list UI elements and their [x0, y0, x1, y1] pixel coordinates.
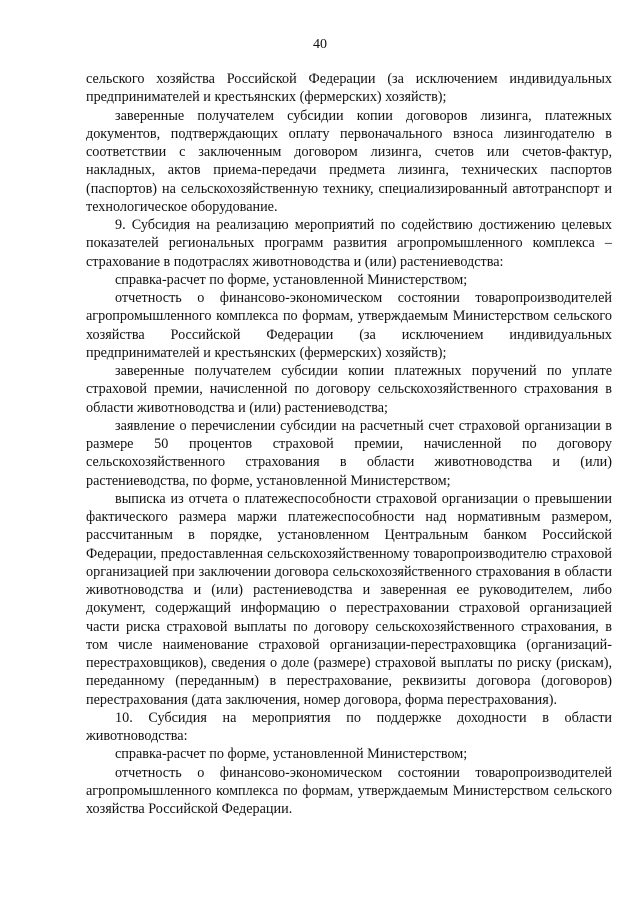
- page-number: 40: [313, 37, 327, 52]
- paragraph-solvency-extract: выписка из отчета о платежеспособности страховой организации о превышении фактического размера маржи платежеспособности над нормативным размером, рассчитанным в порядке, установленном Центральным банком Российской Федерации, предоставленная сельскохозяйственному товаропроизводителю страховой организацией при заключении договора сельскохозяйственного страхования в области животноводства и (или) растениеводства и заверенная ее руководителем, либо документ, содержащий информацию о перестраховании страховой организацией части риска страховой выплаты по договору сельскохозяйственного страхования, в том числе наименование страховой организации-перестраховщика (организаций-перестраховщиков), сведения о доле (размере) страховой выплаты по риску (рискам), переданному (переданным) в перестрахование, реквизиты договора (договоров) перестрахования (дата заключения, номер договора, форма перестрахования).: [86, 490, 612, 708]
- paragraph-financial-reporting: отчетность о финансово-экономическом состоянии товаропроизводителей агропромышленного комплекса по формам, утверждаемым Министерством сельского хозяйства Российской Федерации (за исключением индивидуальных предпринимателей и крестьянских (фермерских) хозяйств);: [86, 290, 612, 361]
- paragraph-transfer-application: заявление о перечислении субсидии на расчетный счет страховой организации в размере 50 процентов страховой премии, начисленной по договору сельскохозяйственного страхования в области животноводства и (или) растениеводства, по форме, установленной Министерством;: [86, 417, 612, 489]
- paragraph-calculation-certificate: справка-расчет по форме, установленной Министерством;: [115, 271, 468, 288]
- paragraph-item-10: 10. Субсидия на мероприятия по поддержке доходности в области животноводства:: [86, 709, 612, 744]
- paragraph-leasing-documents: заверенные получателем субсидии копии договоров лизинга, платежных документов, подтверждающих оплату первоначального взноса лизингодателю в соответствии с заключенным договором лизинга, счетов или счетов-фактур, накладных, актов приема-передачи предмета лизинга, технических паспортов (паспортов) на сельскохозяйственную технику, специализированный автотранспорт и технологическое оборудование.: [86, 107, 612, 215]
- paragraph-calculation-certificate-2: справка-расчет по форме, установленной Министерством;: [115, 746, 468, 763]
- paragraph-payment-orders: заверенные получателем субсидии копии платежных поручений по уплате страховой премии, начисленной по договору сельскохозяйственного страхования в области животноводства и (или) растениеводства;: [86, 363, 612, 416]
- paragraph-continuation: сельского хозяйства Российской Федерации (за исключением индивидуальных предпринимателей и крестьянских (фермерских) хозяйств);: [86, 71, 612, 106]
- document-body: [86, 70, 612, 818]
- paragraph-financial-reporting-2: отчетность о финансово-экономическом состоянии товаропроизводителей агропромышленного комплекса по формам, утверждаемым Министерством сельского хозяйства Российской Федерации.: [86, 764, 612, 817]
- paragraph-item-9: 9. Субсидия на реализацию мероприятий по содействию достижению целевых показателей региональных программ развития агропромышленного комплекса – страхование в подотраслях животноводства и (или) растениеводства:: [86, 217, 612, 270]
